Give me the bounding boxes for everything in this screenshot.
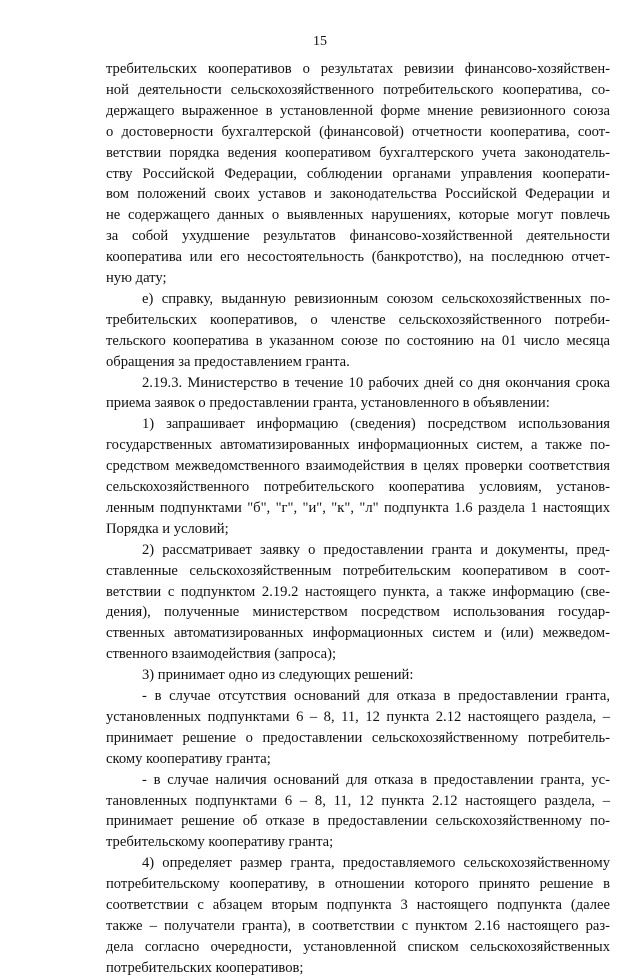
text-line: 3) принимает одно из следующих решений: <box>142 667 414 684</box>
text-line: государственных автоматизированных информационных систем, а также по- <box>106 437 610 454</box>
text-line: приема заявок о предоставлении гранта, установленного в объявлении: <box>106 395 550 412</box>
text-line: скому кооперативу гранта; <box>106 750 271 767</box>
text-line: ственного взаимодействия (запроса); <box>106 646 337 663</box>
text-line: держащего выраженное в установленной форме мнение ревизионного союза <box>106 102 610 119</box>
text-line: 4) определяет размер гранта, предоставляемого сельскохозяйственному <box>142 855 610 872</box>
text-line: ственных автоматизированных информационных систем и (или) межведом- <box>106 625 610 642</box>
text-line: ной деятельности сельскохозяйственного потребительского кооператива, со- <box>106 81 610 98</box>
text-line: 1) запрашивает информацию (сведения) посредством использования <box>142 416 610 433</box>
text-line: установленных подпунктами 6 – 8, 11, 12 пункта 2.12 настоящего раздела, – <box>106 708 610 725</box>
text-line: ветствии порядка ведения кооперативом бухгалтерского учета законодатель- <box>106 144 610 161</box>
text-line: кооператива или его несостоятельность (банкротство), на последнюю отчет- <box>106 249 610 266</box>
text-line: ную дату; <box>106 270 167 286</box>
page-number: 15 <box>313 34 327 49</box>
text-line: также – получатели гранта), в соответствии с пунктом 2.16 настоящего раз- <box>106 917 610 934</box>
text-line: ленным подпунктами "б", "г", "и", "к", "л" подпункта 1.6 раздела 1 настоящих <box>106 499 610 516</box>
text-line: сельскохозяйственного потребительского кооператива условиям, установ- <box>106 479 610 495</box>
text-line: ству Российской Федерации, соблюдении органами управления кооперати- <box>106 165 610 182</box>
text-line: потребительских кооперативов; <box>106 959 304 976</box>
text-line: тановленных подпунктами 6 – 8, 11, 12 пункта 2.12 настоящего раздела, – <box>106 792 610 809</box>
text-line: обращения за предоставлением гранта. <box>106 353 350 370</box>
text-line: средством межведомственного взаимодействия в целях проверки соответствия <box>106 458 610 475</box>
text-line: дения), полученные министерством посредством использования государ- <box>106 604 610 621</box>
text-line: 2.19.3. Министерство в течение 10 рабочих дней со дня окончания срока <box>142 374 610 391</box>
text-line: принимает решение о предоставлении сельскохозяйственному потребитель- <box>106 729 610 746</box>
text-line: за собой ухудшение результатов финансово-хозяйственной деятельности <box>106 228 610 245</box>
text-line: принимает решение об отказе в предоставлении сельскохозяйственному по- <box>106 813 610 830</box>
text-line: - в случае отсутствия оснований для отказа в предоставлении гранта, <box>142 688 610 704</box>
text-line: тельского кооператива в указанном союзе по состоянию на 01 число месяца <box>106 332 610 349</box>
text-line: е) справку, выданную ревизионным союзом сельскохозяйственных по- <box>142 290 610 307</box>
text-line: - в случае наличия оснований для отказа в предоставлении гранта, ус- <box>142 771 610 788</box>
text-line: о достоверности бухгалтерской (финансовой) отчетности кооператива, соот- <box>106 123 610 140</box>
text-line: требительских кооперативов, о членстве сельскохозяйственного потреби- <box>106 311 610 328</box>
text-line: 2) рассматривает заявку о предоставлении гранта и документы, пред- <box>142 541 610 558</box>
text-line: Порядка и условий; <box>106 520 229 537</box>
text-line: потребительскому кооперативу, в отношении которого принято решение в <box>106 876 610 893</box>
text-line: ставленные сельскохозяйственным потребительским кооперативом в соот- <box>106 562 610 579</box>
text-line: соответствии с абзацем вторым подпункта 3 настоящего подпункта (далее <box>106 897 610 913</box>
text-line: дела согласно очередности, установленной списком сельскохозяйственных <box>106 938 610 955</box>
text-line: ветствии с подпунктом 2.19.2 настоящего пункта, а также информацию (све- <box>106 583 610 600</box>
text-line: требительских кооперативов о результатах ревизии финансово-хозяйствен- <box>106 61 610 77</box>
text-line: не содержащего данных о выявленных нарушениях, которые могут повлечь <box>106 207 610 224</box>
text-line: вом положений своих уставов и законодательства Российской Федерации и <box>106 186 610 203</box>
text-line: требительскому кооперативу гранта; <box>106 834 334 851</box>
